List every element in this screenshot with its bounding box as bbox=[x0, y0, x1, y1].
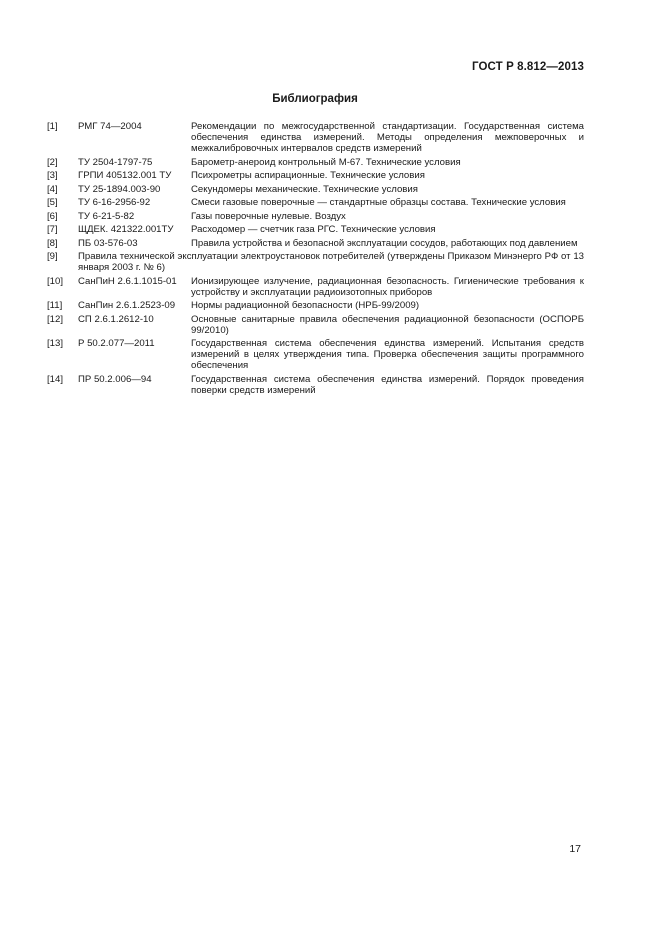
entry-description: Смеси газовые поверочные — стандартные образцы состава. Технические условия bbox=[191, 197, 566, 208]
entry-code: СанПин 2.6.1.2523-09 bbox=[78, 300, 176, 311]
bibliography-entry bbox=[47, 197, 584, 208]
entry-code: ТУ 2504-1797-75 bbox=[78, 156, 153, 168]
entry-number: [3] bbox=[47, 170, 58, 181]
bibliography-entry bbox=[47, 170, 584, 181]
entry-code: СП 2.6.1.2612-10 bbox=[78, 313, 154, 325]
bibliography-entry bbox=[47, 251, 584, 273]
entry-code: ГРПИ 405132.001 ТУ bbox=[78, 170, 172, 181]
entry-description: Барометр-анероид контрольный М-67. Технические условия bbox=[191, 156, 461, 168]
bibliography-entry bbox=[47, 300, 584, 311]
bibliography-entry bbox=[47, 314, 584, 336]
bibliography-entry bbox=[47, 238, 584, 249]
bibliography-entry bbox=[47, 121, 584, 154]
entry-description: Основные санитарные правила обеспечения радиационной безопасности (ОСПОРБ 99/2010) bbox=[191, 313, 584, 336]
entry-code: ПР 50.2.006—94 bbox=[78, 373, 152, 385]
entry-code: ТУ 6-16-2956-92 bbox=[78, 197, 151, 208]
entry-number: [9] bbox=[47, 251, 58, 262]
entry-code: Р 50.2.077—2011 bbox=[78, 338, 155, 349]
entry-number: [14] bbox=[47, 373, 64, 385]
entry-number: [2] bbox=[47, 156, 58, 168]
entry-text: Правила технической эксплуатации электроустановок потребителей (утверждены Приказом Минэнерго РФ от 13 января 2003 г. № 6) bbox=[78, 251, 584, 273]
entry-number: [7] bbox=[47, 224, 58, 235]
entry-number: [4] bbox=[47, 183, 58, 195]
entry-description: Нормы радиационной безопасности (НРБ-99/2009) bbox=[191, 300, 420, 311]
bibliography-list bbox=[47, 121, 584, 398]
entry-code: ЩДЕК. 421322.001ТУ bbox=[78, 224, 174, 235]
entry-description: Газы поверочные нулевые. Воздух bbox=[191, 210, 346, 222]
bibliography-entry bbox=[47, 211, 584, 222]
entry-code: ТУ 25-1894.003-90 bbox=[78, 183, 161, 195]
bibliography-entry bbox=[47, 338, 584, 371]
entry-number: [6] bbox=[47, 210, 58, 222]
bibliography-entry bbox=[47, 224, 584, 235]
entry-code: РМГ 74—2004 bbox=[78, 121, 142, 132]
entry-description: Государственная система обеспечения единства измерений. Порядок проведения поверки средств измерений bbox=[191, 373, 584, 396]
bibliography-entry bbox=[47, 276, 584, 298]
section-title: Библиография bbox=[272, 93, 358, 105]
entry-number: [11] bbox=[47, 300, 63, 311]
entry-description: Секундомеры механические. Технические условия bbox=[191, 183, 418, 195]
entry-code: ТУ 6-21-5-82 bbox=[78, 210, 135, 222]
entry-description: Психрометры аспирационные. Технические условия bbox=[191, 170, 425, 181]
entry-number: [5] bbox=[47, 197, 58, 208]
entry-number: [10] bbox=[47, 275, 64, 287]
entry-code: ПБ 03-576-03 bbox=[78, 237, 138, 249]
entry-description: Расходомер — счетчик газа РГС. Технические условия bbox=[191, 224, 436, 235]
entry-number: [8] bbox=[47, 237, 58, 249]
bibliography-entry bbox=[47, 157, 584, 168]
entry-description: Государственная система обеспечения единства измерений. Испытания средств измерений в целях утверждения типа. Проверка обеспечения защиты программного обеспечения bbox=[191, 338, 584, 371]
entry-description: Рекомендации по межгосударственной стандартизации. Государственная система обеспечения единства измерений. Методы определения межповерочных и межкалибровочных интервалов средств измерений bbox=[191, 121, 584, 154]
page-number: 17 bbox=[569, 843, 581, 855]
entry-number: [12] bbox=[47, 313, 64, 325]
entry-number: [1] bbox=[47, 121, 58, 132]
bibliography-entry bbox=[47, 184, 584, 195]
entry-description: Ионизирующее излучение, радиационная безопасность. Гигиенические требования к устройству и эксплуатации радиоизотопных приборов bbox=[191, 275, 584, 298]
entry-number: [13] bbox=[47, 338, 64, 349]
entry-code: СанПиН 2.6.1.1015-01 bbox=[78, 275, 177, 287]
document-code-header: ГОСТ Р 8.812—2013 bbox=[472, 61, 584, 73]
entry-description: Правила устройства и безопасной эксплуатации сосудов, работающих под давлением bbox=[191, 237, 578, 249]
bibliography-entry bbox=[47, 374, 584, 396]
